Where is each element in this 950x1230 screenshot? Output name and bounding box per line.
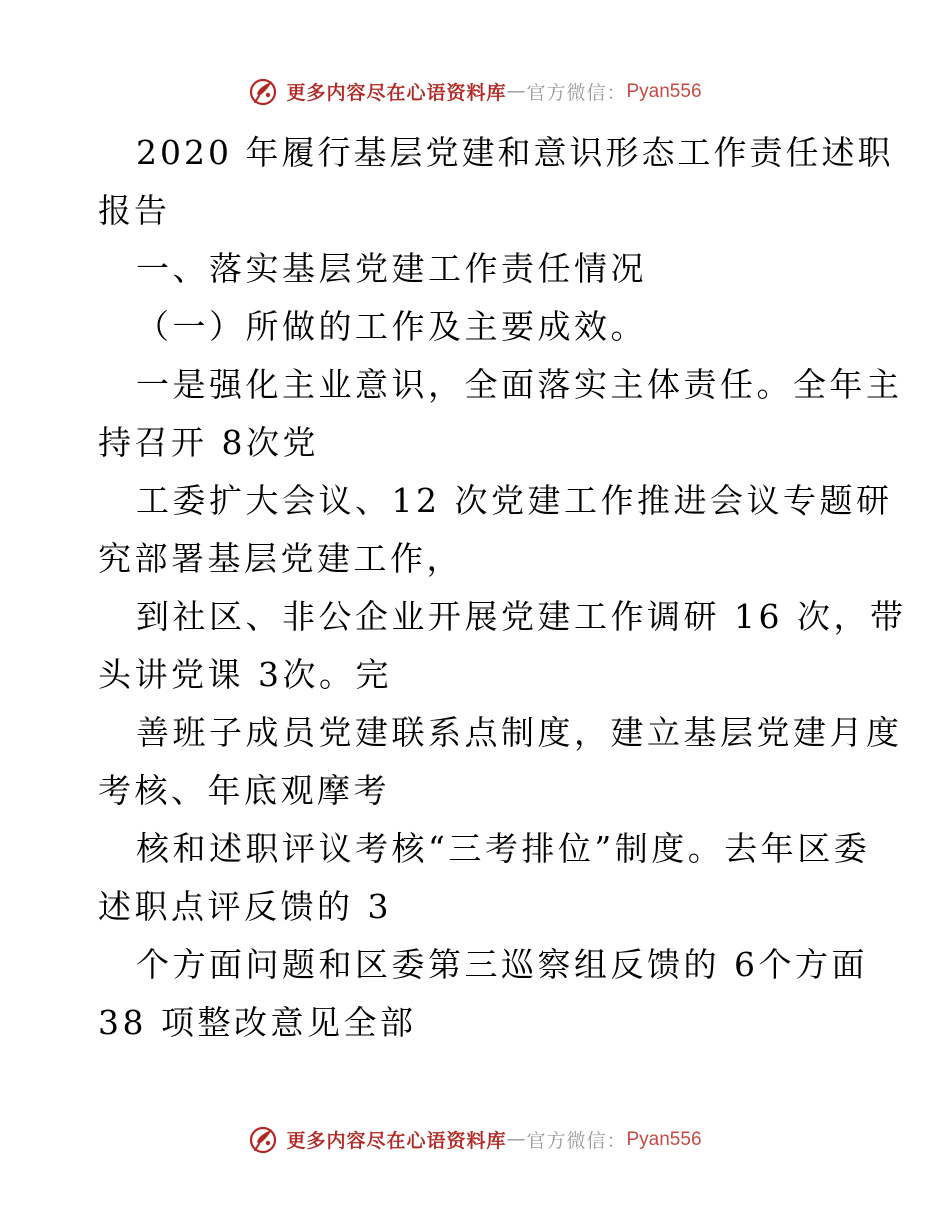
watermark-main-text: 更多内容尽在心语资料库 [286,1129,507,1152]
paragraph-line: 持召开 8次党 [98,423,319,462]
watermark-wechat-id: Pyan556 [626,1128,702,1150]
paragraph-line: 工委扩大会议、12 次党建工作推进会议专题研 [136,481,893,520]
watermark-main-text: 更多内容尽在心语资料库 [286,81,507,104]
paragraph-line: 38 项整改意见全部 [98,1003,417,1042]
subsection-heading-1: （一）所做的工作及主要成效。 [136,307,647,346]
watermark-dash: — [506,1128,527,1150]
paragraph-line: 述职点评反馈的 3 [98,887,392,926]
rose-quill-logo-icon [248,1123,280,1155]
paragraph-line: 一是强化主业意识，全面落实主体责任。全年主 [136,365,903,404]
watermark-dash: — [506,80,527,102]
watermark-wechat-label: 官方微信： [526,81,627,104]
document-body [98,124,907,1052]
watermark-wechat-id: Pyan556 [626,80,702,102]
paragraph-line: 到社区、非公企业开展党建工作调研 16 次，带 [136,597,907,636]
watermark-wechat-label: 官方微信： [526,1129,627,1152]
watermark-header [0,74,950,108]
paragraph-line: 核和述职评议考核“三考排位”制度。去年区委 [136,829,871,868]
paragraph-line: 善班子成员党建联系点制度，建立基层党建月度 [136,713,903,752]
doc-title-line-2: 报告 [98,191,170,230]
paragraph-line: 头讲党课 3次。完 [98,655,392,694]
paragraph-line: 考核、年底观摩考 [98,771,390,810]
watermark-footer [0,1122,950,1156]
rose-quill-logo-icon [248,75,280,107]
section-heading-1: 一、落实基层党建工作责任情况 [136,249,647,288]
paragraph-line: 个方面问题和区委第三巡察组反馈的 6个方面 [136,945,868,984]
doc-title-line-1: 2020 年履行基层党建和意识形态工作责任述职 [136,133,894,172]
paragraph-line: 究部署基层党建工作， [98,539,463,578]
